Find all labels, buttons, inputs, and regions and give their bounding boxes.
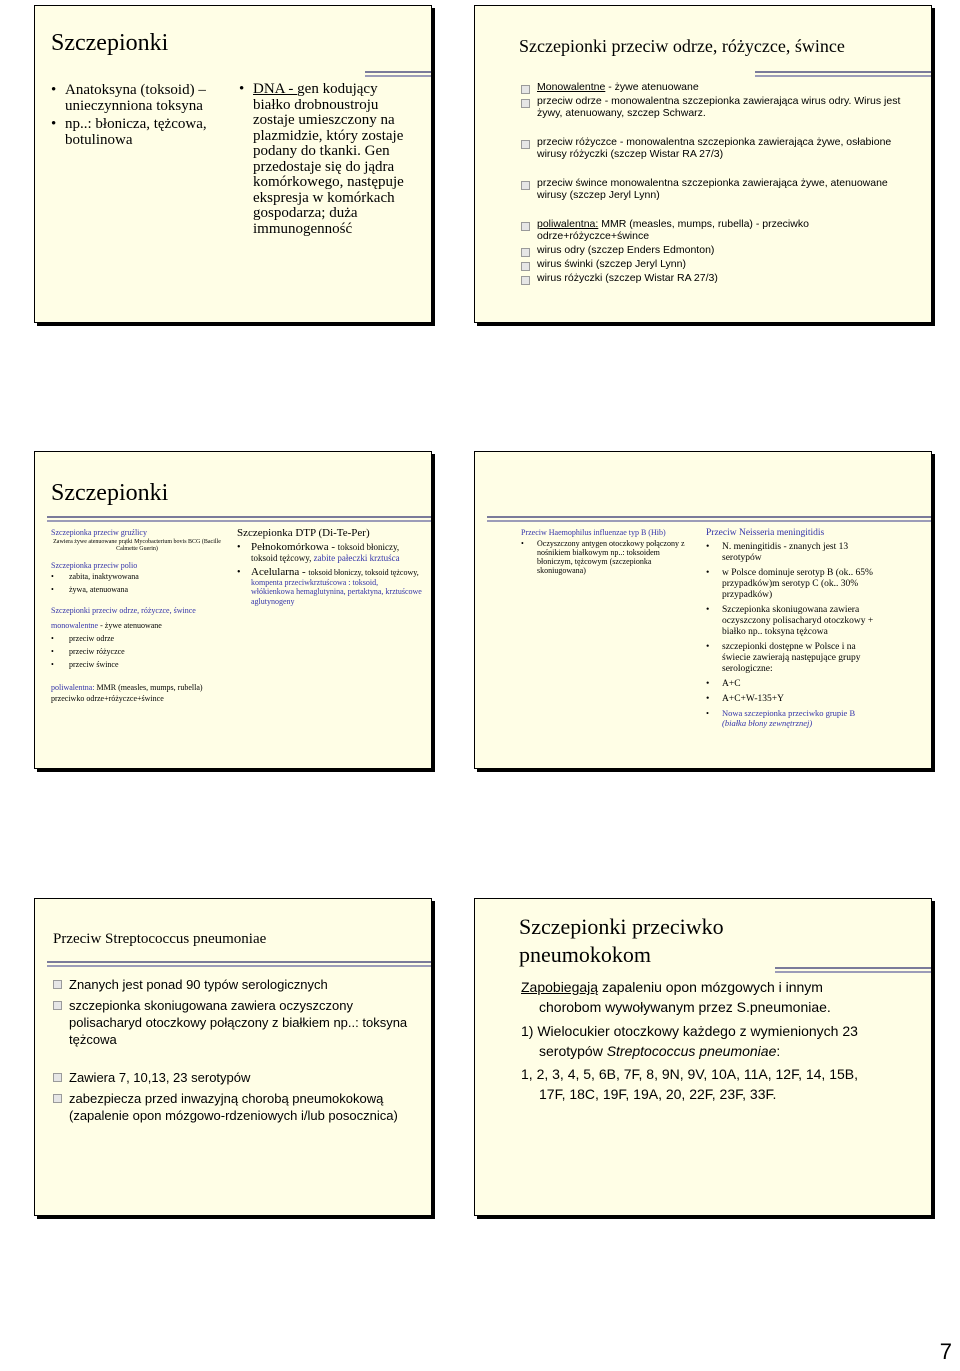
slide-title: Szczepionki przeciw odrze, różyczce, śwince — [519, 36, 845, 56]
title-decoration — [365, 71, 431, 79]
list-item: • przeciw różyczce — [51, 647, 223, 656]
list-item: Monowalentne - żywe atenuowane — [521, 81, 917, 93]
list-item: • żywa, atenuowana — [51, 585, 223, 594]
slide-6 — [474, 898, 932, 1216]
dtp-column: Szczepionka DTP (Di-Te-Per) • Pełnokomórkowa - toksoid błoniczy, toksoid tężcowy, zabite pałeczki krztuśca • Acelularna - toksoid błoniczy, toksoid tężcowy, kompenta przeciwkrztuścowa : toksoid, włókienkowa hemaglutynina, pertaktyna, krztuścowe aglutynogeny — [237, 528, 423, 606]
neisseria-column: Przeciw Neisseria meningitidis • N. meningitidis - znanych jest 13 serotypów • w Polsce dominuje serotyp B (ok.. 65% przypadków)m serotyp C (ok.. 30% przypadków) • Szczepionka skoniugowana zawiera oczyszczony polisacharyd otoczkowy + białko np.. toksyna tężcowa • szczepionki dostępne w Polsce i na świecie zawierają następujące grupy serologiczne: • A+C • A+C+W-135+Y • Nowa szczepionka przeciwko grupie B (białka błony zewnętrznej) — [706, 528, 876, 728]
list-item: szczepionka skoniugowana zawiera oczyszczony polisacharyd otoczkowy połączony z białkiem np..: toksyna tężcowa — [53, 997, 421, 1048]
list-item: • w Polsce dominuje serotyp B (ok.. 65% przypadków)m serotyp C (ok.. 30% przypadków) — [706, 568, 876, 601]
content-list — [53, 976, 421, 1124]
list-item: przeciw odrze - monowalentna szczepionka zawierająca wirus odry. Wirus jest żywy, atenuowany, szczep Schwarz. — [521, 95, 917, 119]
page-number: 7 — [939, 1339, 952, 1364]
list-item: • Nowa szczepionka przeciwko grupie B (białka błony zewnętrznej) — [706, 709, 876, 728]
list-item: • zabita, inaktywowana — [51, 572, 223, 581]
content — [521, 978, 877, 1104]
title-decoration — [47, 516, 431, 524]
slide-4 — [474, 451, 932, 769]
title-decoration — [755, 71, 931, 79]
list-item: • A+C+W-135+Y — [706, 694, 876, 705]
list-item: • N. meningitidis - znanych jest 13 serotypów — [706, 542, 876, 564]
list-item: wirus różyczki (szczep Wistar RA 27/3) — [521, 272, 917, 284]
title-decoration — [487, 516, 931, 524]
content-list — [521, 81, 917, 284]
paragraph: 1) Wielocukier otoczkowy każdego z wymienionych 23 serotypów Streptococcus pneumoniae: — [521, 1023, 858, 1059]
list-item: zabezpiecza przed inwazyjną chorobą pneumokokową (zapalenie opon mózgowo-rdzeniowych i/lub posocznica) — [53, 1090, 421, 1124]
list-item: • Szczepionka skoniugowana zawiera oczyszczony polisacharyd otoczkowy + białko np.. toksyna tężcowa — [706, 605, 876, 638]
list-item: poliwalentna: MMR (measles, mumps, rubella) - przeciwko odrze+różyczce+śwince — [521, 218, 917, 242]
title-decoration — [775, 967, 931, 975]
paragraph: 1, 2, 3, 4, 5, 6B, 7F, 8, 9N, 9V, 10A, 11A, 12F, 14, 15B, 17F, 18C, 19F, 19A, 20, 22F, 23F, 33F. — [521, 1066, 858, 1102]
list-item: • A+C — [706, 679, 876, 690]
left-list — [51, 82, 221, 148]
list-item: • przeciw śwince — [51, 660, 223, 669]
list-item: Znanych jest ponad 90 typów serologicznych — [53, 976, 421, 993]
list-item: • Acelularna - toksoid błoniczy, toksoid tężcowy, kompenta przeciwkrztuścowa : toksoid, włókienkowa hemaglutynina, pertaktyna, krztuścowe aglutynogeny — [237, 568, 423, 606]
list-item: • np..: błonicza, tężcowa, botulinowa — [51, 116, 221, 148]
list-item: przeciw różyczce - monowalentna szczepionka zawierająca żywe, osłabione wirusy różyczki (szczep Wistar RA 27/3) — [521, 136, 917, 160]
slide-1 — [34, 5, 432, 323]
list-item: wirus odry (szczep Enders Edmonton) — [521, 244, 917, 256]
slide-title: Szczepionki — [51, 480, 169, 506]
list-item: • Pełnokomórkowa - toksoid błoniczy, toksoid tężcowy, zabite pałeczki krztuśca — [237, 542, 423, 564]
title-decoration — [47, 961, 431, 969]
slide-title: Szczepionki przeciwko pneumokokom — [519, 914, 724, 967]
list-item: • szczepionki dostępne w Polsce i na świecie zawierają następujące grupy serologiczne: — [706, 642, 876, 675]
list-item: • Anatoksyna (toksoid) – unieczynniona toksyna — [51, 82, 221, 114]
slide-5 — [34, 898, 432, 1216]
paragraph: Zapobiegają zapaleniu opon mózgowych i innym chorobom wywoływanym przez S.pneumoniae. — [521, 979, 831, 1015]
tb-column: Szczepionka przeciw gruźlicy Zawiera żywe atenuowane prątki Mycobacterium bovis BCG (Bacille Calmette Guerin) Szczepionka przeciw polio • zabita, inaktywowana • żywa, atenuowana Szczepionki przeciw odrze, różyczce, śwince monowalentne - żywe atenuowane • przeciw odrze • przeciw różyczce • przeciw śwince poliwalentna: MMR (measles, mumps, rubella) przeciwko odrze+różyczce+śwince — [51, 528, 223, 703]
slide-title: Przeciw Streptococcus pneumoniae — [53, 931, 267, 947]
list-item: Zawiera 7, 10,13, 23 serotypów — [53, 1069, 421, 1086]
hib-column: Przeciw Haemophilus influenzae typ B (Hib) • Oczyszczony antygen otoczkowy połączony z nośnikiem białkowym np..: toksoidem błoniczym, tężcowym (szczepionka skoniugowana) — [521, 528, 691, 575]
slide-2 — [474, 5, 932, 323]
list-item: • DNA - gen kodujący białko drobnoustroju zostaje umieszczony na plazmidzie, który zostaje podany do tkanki. Gen przedostaje się do jądra komórkowego, następuje ekspresja w komórkach gospodarza; duża immunogenność — [239, 82, 409, 237]
slide-title: Szczepionki — [51, 30, 169, 56]
list-item: przeciw śwince monowalentna szczepionka zawierająca żywe, atenuowane wirusy (szczep Jeryl Lynn) — [521, 177, 917, 201]
list-item: • przeciw odrze — [51, 634, 223, 643]
right-list — [239, 82, 409, 237]
slide-3 — [34, 451, 432, 769]
list-item: • Oczyszczony antygen otoczkowy połączony z nośnikiem białkowym np..: toksoidem błoniczym, tężcowym (szczepionka skoniugowana) — [521, 539, 691, 575]
list-item: wirus świnki (szczep Jeryl Lynn) — [521, 258, 917, 270]
